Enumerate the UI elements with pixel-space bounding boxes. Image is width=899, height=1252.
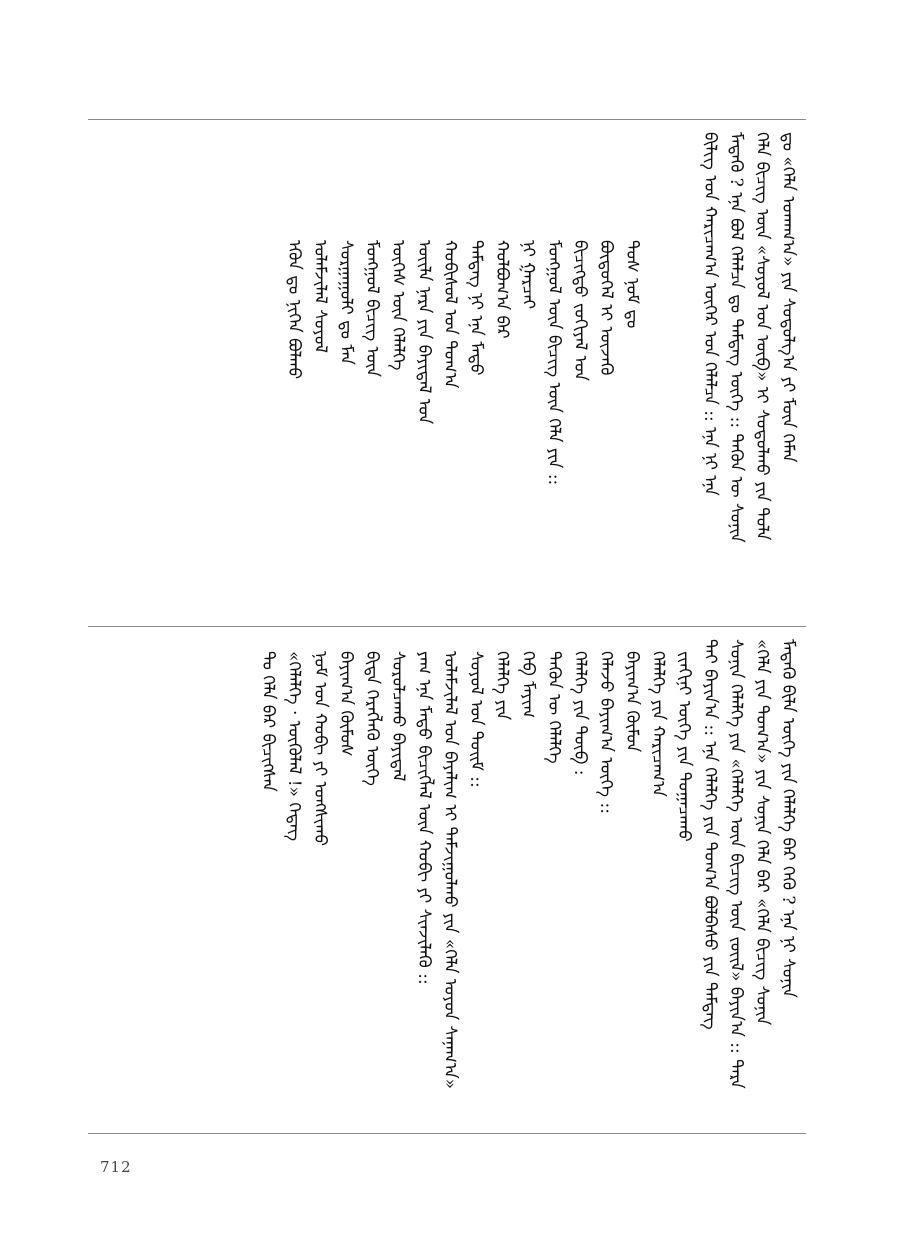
middle-rule: [88, 626, 806, 627]
text-column: ᠬᠡᠯᠡᠯᠭᠡ ᠶᠢᠨ ᠬᠠᠷᠢᠴᠠᠭ᠎ᠠ: [648, 651, 668, 797]
text-column: ᠦᠭᠡᠰ ᠦᠨ ᠬᠡᠯᠡᠯᠭᠡ: [388, 240, 408, 371]
text-column: «ᠬᠡᠯᠡ ᠶᠢᠨ ᠲᠣᠭ᠎ᠠ» ᠶᠢᠨ ᠰᠣᠨᠢᠨ ᠬᠡᠯᠡ ᠪᠠᠷ «ᠬᠡᠯᠡ ᠪᠢᠴᠢᠭ ᠰᠣᠨᠢᠨ: [752, 639, 772, 1026]
text-column: ᠬᠡᠯᠡᠯᠭᠡ ᠶᠢᠨ ᠲᠦᠪ :: [570, 651, 590, 776]
top-rule: [88, 119, 806, 120]
text-column: ᠪᠢᠯᠢᠭ ᠤᠨ ᠬᠠᠷᠢᠴᠠᠭ᠎ᠠ ᠦᠬᠡᠷ ᠤᠨ ᠬᠡᠯᠡᠯᠴᠡ :: ᠡᠨᠡ ᠨᠢ ᠡᠨᠡ: [700, 132, 720, 496]
text-column: ᠮᠡᠳᠡᠬᠦ ᠪᠢᠯᠡ ᠦᠭᠡ ᠶᠢᠨ ᠬᠡᠯᠡᠯᠭᠡ ᠪᠠᠷ ᠭᠡᠬᠦ ? ᠡᠨᠡ ᠨᠢ ᠰᠣᠨᠢᠨ: [778, 639, 798, 998]
text-column: «ᠬᠡᠯᠡᠯᠭᠡ · ᠦᠭᠦᠯᠡᠯ !» ᠭᠡᠳᠡᠭ: [284, 651, 304, 842]
text-column: ᠲᠡᠮᠳᠡᠭ ᠨᠢ ᠡᠨᠡ ᠮᠡᠲᠦ: [466, 240, 486, 376]
text-column: ᠪᠠᠶᠢᠭ᠎ᠠ ᠬᠦᠮᠦᠨ: [622, 651, 642, 753]
text-column: ᠦᠢᠯᠡ ᠨᠡᠷᠡ ᠶᠢᠨ ᠪᠠᠶᠢᠳᠠᠯ ᠤᠨ: [414, 240, 434, 425]
bottom-rule: [88, 1133, 806, 1134]
text-column: ᠨᠣᠮ ᠤᠨ ᠬᠤᠪᠢ ᠶᠢ ᠤᠩᠰᠢᠬᠤ: [310, 651, 330, 846]
text-column: ᠬᠤᠪᠢᠰᠤᠯ ᠤᠨ ᠲᠣᠭ᠎ᠠ: [440, 240, 460, 389]
text-column: ᠰᠤᠷᠭᠠᠭᠤᠯᠢ ᠳᠤ ᠮᠠᠨ: [336, 240, 356, 365]
text-column: ᠮᠣᠩᠭᠣᠯ ᠪᠢᠴᠢᠭ ᠦᠨ: [362, 240, 382, 378]
text-column: ᠮᠡᠳᠡᠬᠦ ? ᠡᠨᠡ ᠪᠣᠯ ᠬᠡᠯᠡᠯᠴᠡ ᠳᠤ ᠲᠡᠮᠳᠡᠭ ᠦᠭᠡ :: ᠲᠡᠭᠦᠨ ᠦ ᠰᠣᠨᠢᠨ: [726, 132, 746, 543]
text-column: ᠰᠣᠨᠢᠨ ᠬᠡᠯᠡᠯᠭᠡ ᠶᠢᠨ «ᠬᠡᠯᠡᠯᠭᠡ ᠦᠨ ᠪᠢᠴᠢᠭ ᠦᠨ ᠵᠦᠢᠯ» ᠪᠠᠶᠢᠨ᠎ᠠ :: ᠲᠡᠷᠡ: [726, 639, 746, 1089]
text-column: ᠳᠤ «ᠬᠡᠯᠡ ᠤᠬᠠᠭ᠎ᠠ» ᠶᠢᠨ ᠰᠤᠳᠤᠯᠭ᠎ᠠ ᠶᠢ ᠮᠦᠨ ᠬᠡᠮᠡᠨ: [778, 132, 798, 463]
text-column: ᠰᠣᠶᠣᠯ ᠤᠨ ᠲᠣᠢᠮ ::: [466, 651, 486, 788]
text-column: ᠪᠠᠶᠢᠭ᠎ᠠ ᠬᠦᠮᠦᠰ: [336, 651, 356, 757]
text-column: ᠶᠠᠭ ᠡᠨᠡ ᠮᠡᠲᠦ ᠪᠢᠴᠢᠭᠯᠡᠯ ᠦᠨ ᠬᠤᠪᠢ ᠶᠢ ᠰᠢᠨᠵᠢᠯᠡᠬᠦ ::: [414, 651, 434, 985]
text-column: ᠬᠡᠯᠡᠵᠦ ᠪᠠᠶᠢᠭ᠎ᠠ ᠦᠭᠡ ::: [596, 651, 616, 814]
text-column: ᠵᠢᠨᠬᠢᠨᠢ ᠦᠭᠡ ᠶᠢᠨ ᠲᠣᠭᠠᠴᠠᠬᠤ: [674, 651, 694, 842]
text-column: ᠲᠤᠰ ᠨᠣᠮ ᠳᠤ: [622, 240, 642, 329]
text-column: ᠤᠯᠠᠮᠵᠢᠯᠠᠯ ᠤᠨ ᠪᠠᠶᠠᠯᠢᠭ ᠢ ᠳᠠᠮᠵᠢᠭᠤᠯᠬᠤ ᠶᠢᠨ «ᠬᠡᠯᠡ ᠣᠶᠤᠨ ᠰᠠᠨᠠᠭ᠎ᠠ»: [440, 651, 460, 1090]
text-column: ᠮᠣᠩᠭᠣᠯ ᠦᠨ ᠪᠢᠴᠢᠭ ᠦᠨ ᠬᠡᠯᠡ ᠶᠢᠨ ::: [544, 240, 564, 486]
text-column: ᠡᠭᠦᠨ ᠳᠤ ᠨᠢᠭᠡᠨ ᠪᠣᠯᠬᠤ: [284, 240, 304, 380]
text-column: ᠪᠦᠲᠦᠭᠡᠯ ᠢ ᠦᠵᠡᠬᠦ: [596, 240, 616, 376]
text-column: ᠲᠤ ᠬᠡᠯᠡ ᠪᠠᠷ ᠪᠢᠴᠢᠭᠰᠡᠨ: [258, 651, 278, 792]
lower-text-block: [88, 639, 806, 1119]
text-column: ᠪᠢᠳᠡ ᠬᠡᠷᠡᠭᠯᠡᠬᠦ ᠦᠭᠡ: [362, 651, 382, 786]
text-column: ᠬᠡᠪ ᠮᠠᠶᠢᠭ: [518, 651, 538, 718]
text-column: ᠬᠡᠯᠡ ᠪᠢᠴᠢᠭ ᠦᠨ «ᠰᠣᠶᠣᠯ ᠤᠨ ᠦᠪ» ᠢ ᠰᠤᠳᠤᠯᠬᠤ ᠶᠢᠨ ᠲᠤᠯᠠ: [752, 132, 772, 541]
upper-text-block: [88, 132, 806, 612]
text-column: ᠰᠤᠷᠤᠯᠴᠠᠬᠤ ᠪᠠᠶᠢᠳᠠᠯ: [388, 651, 408, 782]
text-column: ᠪᠢᠴᠢᠭᠲᠦ ᠵᠣᠬᠢᠶᠠᠯ ᠤᠨ: [570, 240, 590, 382]
text-column: ᠬᠣᠯᠪᠣᠭ᠎ᠠ ᠪᠠᠷ: [492, 240, 512, 339]
text-column: ᠤᠯᠠᠮᠵᠢᠯᠠᠯ ᠰᠣᠶᠣᠯ: [310, 240, 330, 354]
text-column: ᠲᠡᠭᠦᠨ ᠦ ᠬᠡᠯᠡᠯᠭᠡ: [544, 651, 564, 764]
text-column: ᠨᠢ ᠭᠠᠷᠴᠠᠢ: [518, 240, 538, 310]
text-column: ᠲᠠᠢ ᠪᠠᠶᠢᠨ᠎ᠠ :: ᠡᠨᠡ ᠬᠡᠯᠡᠯᠭᠡ ᠶᠢᠨ ᠲᠣᠭ᠎ᠠ ᠪᠣᠯᠪᠠᠰᠤ ᠶᠢᠨ ᠲᠡᠮᠳᠡᠭ: [700, 639, 720, 1030]
text-column: ᠬᠡᠯᠡᠯᠭᠡ ᠶᠢᠨ: [492, 651, 512, 721]
page-number: 712: [100, 1158, 132, 1176]
